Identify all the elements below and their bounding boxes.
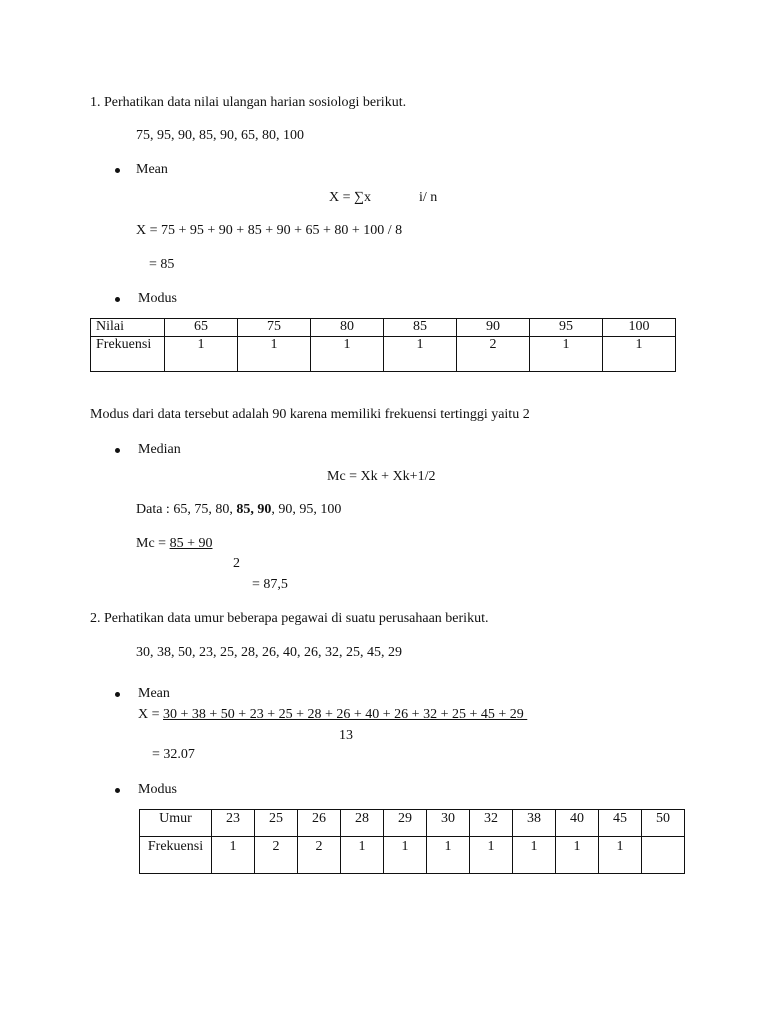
- q2-data: 30, 38, 50, 23, 25, 28, 26, 40, 26, 32, 25, 45, 29: [136, 645, 402, 660]
- q1-median-label: Median: [138, 442, 181, 457]
- q2-mean-calc: [138, 707, 527, 723]
- table-row-label: Umur: [140, 810, 212, 837]
- table-cell: 29: [384, 810, 427, 837]
- median-data-prefix: Data : 65, 75, 80,: [136, 502, 237, 517]
- q1-median-denominator: 2: [233, 556, 240, 571]
- table-cell: 1: [238, 337, 311, 372]
- table-cell: 80: [311, 319, 384, 337]
- q1-median-mc: [136, 536, 212, 552]
- table-row: [140, 837, 685, 874]
- bullet-icon: [115, 448, 120, 453]
- q1-median-result: = 87,5: [252, 577, 288, 592]
- table-row: [91, 337, 676, 372]
- q1-mean-result: = 85: [149, 257, 175, 272]
- table-cell: 1: [470, 837, 513, 874]
- table-cell: 1: [384, 337, 457, 372]
- q1-median-formula: Mc = Xk + Xk+1/2: [327, 469, 436, 484]
- table-cell: 1: [513, 837, 556, 874]
- q1-title: 1. Perhatikan data nilai ulangan harian sosiologi berikut.: [90, 95, 407, 110]
- q1-data: 75, 95, 90, 85, 90, 65, 80, 100: [136, 128, 304, 143]
- q2-mean-numerator: 30 + 38 + 50 + 23 + 25 + 28 + 26 + 40 + 26 + 32 + 25 + 45 + 29: [163, 707, 528, 722]
- median-data-bold: 85, 90: [236, 502, 272, 517]
- table-cell: 2: [255, 837, 298, 874]
- table-cell: 1: [427, 837, 470, 874]
- table-cell: 95: [530, 319, 603, 337]
- q1-mean-label: Mean: [136, 162, 168, 177]
- q2-mean-label: Mean: [138, 686, 170, 701]
- q1-median-data: [136, 502, 341, 518]
- mc-numerator: 85 + 90: [169, 536, 213, 551]
- table-cell: [642, 837, 685, 874]
- table-cell: 1: [311, 337, 384, 372]
- table-cell: 38: [513, 810, 556, 837]
- bullet-icon: [115, 168, 120, 173]
- bullet-icon: [115, 297, 120, 302]
- table-cell: 75: [238, 319, 311, 337]
- table-cell: 1: [165, 337, 238, 372]
- q2-mean-denominator: 13: [339, 728, 353, 743]
- table-header-row: [91, 319, 676, 337]
- q1-modus-conclusion: Modus dari data tersebut adalah 90 karena memiliki frekuensi tertinggi yaitu 2: [90, 407, 530, 422]
- q1-mean-formula-right: i/ n: [419, 190, 438, 205]
- table-cell: 100: [603, 319, 676, 337]
- table-cell: 2: [457, 337, 530, 372]
- table-cell: 1: [599, 837, 642, 874]
- q2-mean-result: = 32.07: [152, 747, 195, 762]
- table-cell: 25: [255, 810, 298, 837]
- table-cell: 1: [212, 837, 255, 874]
- q1-mean-calc: X = 75 + 95 + 90 + 85 + 90 + 65 + 80 + 100 / 8: [136, 223, 403, 238]
- table-cell: 40: [556, 810, 599, 837]
- bullet-icon: [115, 692, 120, 697]
- q1-mean-formula-left: X = ∑x: [329, 190, 371, 205]
- q1-frequency-table: [90, 318, 676, 372]
- table-cell: 1: [530, 337, 603, 372]
- q1-modus-label: Modus: [138, 291, 177, 306]
- table-cell: 65: [165, 319, 238, 337]
- table-cell: 1: [341, 837, 384, 874]
- table-cell: 2: [298, 837, 341, 874]
- table-cell: 45: [599, 810, 642, 837]
- q2-x-label: X =: [138, 707, 164, 722]
- table-cell: 1: [384, 837, 427, 874]
- q2-modus-label: Modus: [138, 782, 177, 797]
- table-header-row: [140, 810, 685, 837]
- table-cell: 23: [212, 810, 255, 837]
- table-cell: 1: [556, 837, 599, 874]
- table-row-label: Nilai: [91, 319, 165, 337]
- median-data-suffix: , 90, 95, 100: [271, 502, 342, 517]
- table-cell: 30: [427, 810, 470, 837]
- bullet-icon: [115, 788, 120, 793]
- table-freq-label: Frekuensi: [91, 337, 165, 372]
- q2-title: 2. Perhatikan data umur beberapa pegawai di suatu perusahaan berikut.: [90, 611, 489, 626]
- table-freq-label: Frekuensi: [140, 837, 212, 874]
- table-cell: 85: [384, 319, 457, 337]
- table-cell: 1: [603, 337, 676, 372]
- table-cell: 28: [341, 810, 384, 837]
- table-cell: 90: [457, 319, 530, 337]
- table-cell: 50: [642, 810, 685, 837]
- table-cell: 32: [470, 810, 513, 837]
- q2-frequency-table: [139, 809, 685, 874]
- table-cell: 26: [298, 810, 341, 837]
- mc-label: Mc =: [136, 536, 170, 551]
